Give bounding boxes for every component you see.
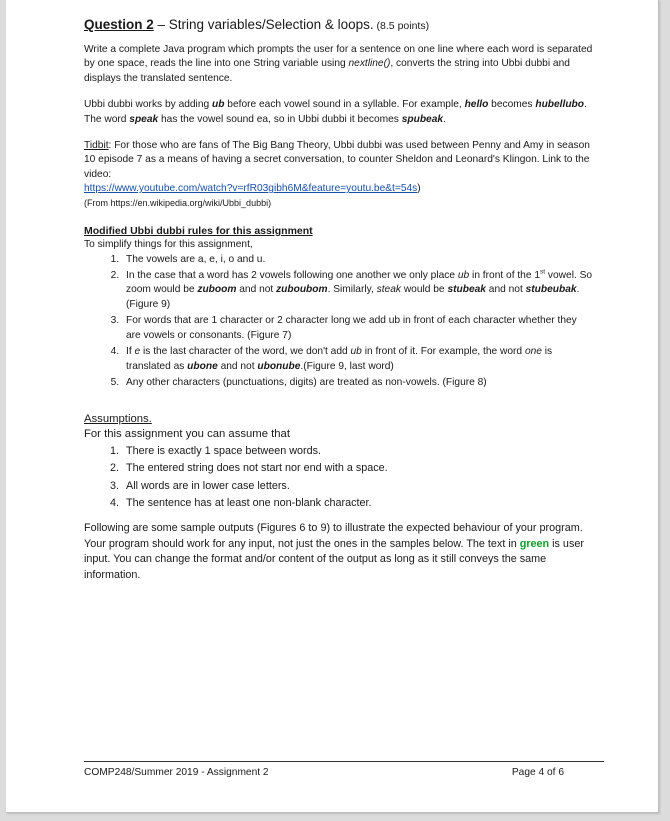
video-link[interactable]: https://www.youtube.com/watch?v=rfR03gibh6M&feature=youtu.be&t=54s [84, 183, 418, 195]
intro-paragraph [84, 43, 594, 86]
rule-term: zuboubom [276, 284, 328, 296]
rule-text: in front of it. For example, the word [361, 346, 525, 358]
assumptions-title: Assumptions. [84, 413, 152, 426]
ubbi-text: Ubbi dubbi works by adding [84, 99, 212, 111]
rule-text: is translated as [126, 346, 553, 372]
ubbi-text: . [443, 113, 446, 125]
rule-text: .(Figure 9, last word) [300, 360, 394, 372]
tidbit-label: Tidbit [84, 140, 109, 152]
rule-term: ubonube [257, 360, 301, 372]
list-item: 1. The vowels are a, e, i, o and u. [122, 253, 594, 267]
rule-term: steak [376, 284, 401, 296]
rules-lead: To simplify things for this assignment, [84, 238, 253, 250]
rules-list [84, 253, 594, 391]
rule-text: in front of the 1 [469, 270, 541, 282]
question-topic: – String variables/Selection & loops. [153, 17, 374, 32]
intro-text: Write a complete Java program which prompts the user for a sentence on one line where each word is separated by one space, reads the line into one String variable using [84, 44, 593, 70]
rule-term: one [524, 346, 542, 358]
rule-term: e [134, 346, 141, 358]
rule-text: . (Figure 9) [126, 284, 580, 310]
rules-title: Modified Ubbi dubbi rules for this assignment [84, 224, 313, 237]
list-item: 1. There is exactly 1 space between words. [122, 444, 594, 459]
ubbi-text: becomes [488, 99, 536, 111]
method-name: nextline() [348, 58, 391, 70]
question-title [84, 16, 594, 35]
rule-text: is the last character of the word, we don't add [140, 346, 351, 358]
rule-text: vowel. So zoom would be [126, 270, 593, 296]
rule-text: and not [485, 284, 526, 296]
question-points: (8.5 points) [373, 20, 430, 32]
document-page [6, 0, 659, 813]
source-note: (From https://en.wikipedia.org/wiki/Ubbi_dubbi) [84, 197, 272, 208]
rule-term: stubeubak [525, 284, 577, 296]
ubbi-term: hubellubo [535, 99, 585, 111]
list-item: 2. The entered string does not start nor end with a space. [122, 461, 594, 476]
sample-text: Following are some sample outputs (Figures 6 to 9) to illustrate the expected behaviour of your program. Your program should work for any input, not just the ones in the samples below. The text in [84, 522, 583, 550]
rule-term: zuboom [197, 284, 237, 296]
list-item [122, 269, 594, 312]
assumptions-list [84, 444, 594, 512]
ubbi-text: has the vowel sound ea, so in Ubbi dubbi it becomes [158, 113, 402, 125]
assumptions-lead: For this assignment you can assume that [84, 428, 290, 441]
ubbi-term: speak [129, 113, 159, 125]
intro-text-end: , converts the string into Ubbi dubbi and displays the translated sentence. [84, 58, 570, 84]
ubbi-term: spubeak [401, 113, 444, 125]
rule-text: If [126, 346, 135, 358]
rule-term: ub [350, 346, 362, 358]
page-footer [84, 761, 604, 778]
sample-output-paragraph [84, 521, 594, 583]
ordinal-suffix: st [540, 268, 546, 276]
ubbi-text: before each vowel sound in a syllable. For example, [224, 99, 465, 111]
rule-text: would be [400, 284, 448, 296]
ubbi-term: hello [464, 99, 489, 111]
list-item: 3. For words that are 1 character or 2 character long we add ub in front of each character whether they are vowels or consonants. (Figure 7) [122, 314, 594, 343]
footer-course: COMP248/Summer 2019 - Assignment 2 [84, 767, 269, 778]
question-label: Question 2 [84, 17, 154, 32]
list-item: 5. Any other characters (punctuations, digits) are treated as non-vowels. (Figure 8) [122, 376, 594, 390]
ubbi-term: ub [212, 99, 225, 111]
rule-text: In the case that a word has 2 vowels following one another we only place [126, 270, 458, 282]
ubbi-text: . The word [84, 99, 587, 125]
footer-page-number: Page 4 of 6 [511, 767, 564, 778]
sample-text-end: is user input. You can change the format and/or content of the output as long as it still conveys the same information. [84, 537, 584, 581]
rule-term: ubone [187, 360, 218, 372]
list-item [122, 345, 594, 374]
list-item: 3. All words are in lower case letters. [122, 479, 594, 494]
link-paren: ) [417, 183, 421, 195]
green-word: green [519, 537, 550, 550]
rule-text: . Similarly, [327, 284, 377, 296]
rule-text: and not [217, 360, 258, 372]
rule-term: stubeak [447, 284, 486, 296]
ubbi-paragraph [84, 98, 594, 127]
rule-term: ub [457, 270, 470, 282]
list-item: 4. The sentence has at least one non-blank character. [122, 496, 594, 511]
tidbit-text: : For those who are fans of The Big Bang Theory, Ubbi dubbi was used between Penny and Amy in season 10 episode 7 as a means of having a secret conversation, to counter Sheldon and Leonard's Klingon. Link to the video: [84, 140, 590, 180]
rule-text: and not [236, 284, 277, 296]
page-content [84, 16, 594, 583]
tidbit-paragraph [84, 139, 594, 197]
